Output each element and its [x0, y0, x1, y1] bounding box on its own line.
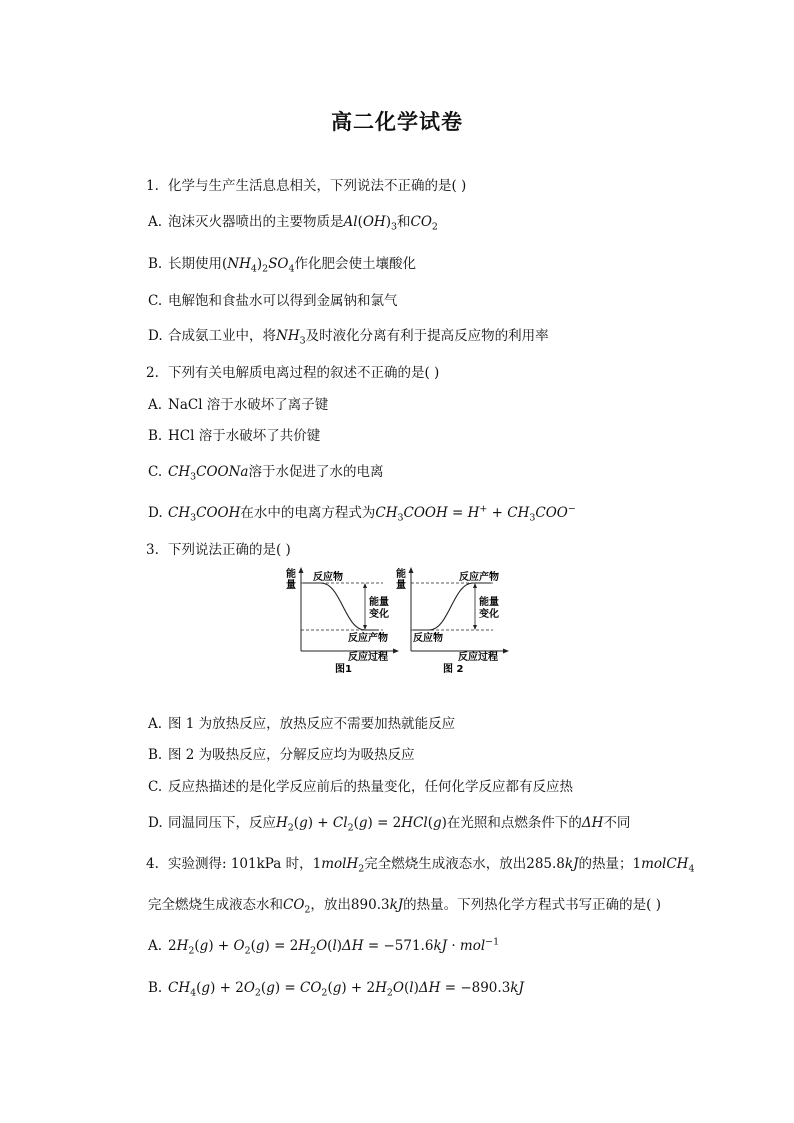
- question-2-option-d: D. $CH_3COOH$在水中的电离方程式为$CH_3COOH = H^+ + CH_3COO^-$: [148, 503, 576, 524]
- question-3-option-c: C. 反应热描述的是化学反应前后的热量变化，任何化学反应都有反应热: [148, 779, 573, 795]
- fig2-reactant-label: 反应物: [413, 633, 443, 644]
- question-1-stem: 1. 化学与生产生活息息相关，下列说法不正确的是( ): [146, 178, 467, 194]
- question-3-stem: 3. 下列说法正确的是( ): [146, 542, 291, 558]
- fig1-x-label: 反应过程: [348, 652, 388, 663]
- question-4-stem-line-1: 4. 实验测得: 101kPa 时，1molH$_2$完全燃烧生成液态水，放出285.8kJ的热量；1molCH$_4$: [146, 856, 695, 875]
- question-2-option-b: B. HCl 溶于水破坏了共价键: [148, 428, 321, 444]
- fig2-y-label: 能: [396, 569, 406, 580]
- figure-1-diagram: [286, 567, 399, 675]
- question-3-option-a: A. 图 1 为放热反应，放热反应不需要加热就能反应: [148, 716, 456, 732]
- question-3-option-b: B. 图 2 为吸热反应，分解反应均为吸热反应: [148, 747, 415, 763]
- question-1-option-c: C. 电解饱和食盐水可以得到金属钠和氯气: [148, 293, 398, 309]
- fig2-caption: 图 2: [443, 664, 464, 675]
- question-4-option-b: B. $CH_4(g) + 2O_2(g) = CO_2(g) + 2H_2O(l)\Delta H = -890.3kJ$: [148, 980, 524, 999]
- question-number: 2.: [146, 365, 159, 381]
- fig2-x-label: 反应过程: [458, 652, 498, 663]
- svg-text:量: 量: [396, 580, 406, 591]
- fig1-reactant-label: 反应物: [313, 572, 343, 583]
- question-1-option-a: A. 泡沫灭火器喷出的主要物质是$Al(OH)_3$和$CO_2$: [148, 214, 438, 233]
- question-4-stem-line-2: 完全燃烧生成液态水和$CO_2$，放出890.3kJ的热量。下列热化学方程式书写正确的是( ): [148, 897, 661, 916]
- fig1-caption: 图1: [335, 664, 352, 675]
- question-2-option-c: C. $CH_3COONa$溶于水促进了水的电离: [148, 464, 384, 483]
- fig1-product-label: 反应产物: [348, 633, 388, 644]
- svg-text:能量: 能量: [479, 597, 499, 608]
- question-2-option-a: A. NaCl 溶于水破坏了离子键: [148, 397, 329, 413]
- svg-text:量: 量: [286, 580, 296, 591]
- question-2-stem: 2. 下列有关电解质电离过程的叙述不正确的是( ): [146, 365, 440, 381]
- question-1-option-d: D. 合成氨工业中，将$NH_3$及时液化分离有利于提高反应物的利用率: [148, 328, 549, 347]
- svg-text:变化: 变化: [479, 609, 499, 620]
- page-title: 高二化学试卷: [331, 109, 463, 134]
- question-number: 1.: [146, 178, 159, 194]
- svg-text:变化: 变化: [369, 609, 389, 620]
- question-3-option-d: D. 同温同压下，反应$H_2(g) + Cl_2(g) = 2HCl(g)$在光照和点燃条件下的ΔH不同: [148, 815, 631, 834]
- question-number: 4.: [146, 856, 159, 872]
- question-number: 3.: [146, 542, 159, 558]
- question-4-option-a: A. $2H_2(g) + O_2(g) = 2H_2O(l)\Delta H = -571.6kJ \cdot mol^{-1}$: [148, 936, 500, 957]
- figure-2-diagram: [396, 567, 509, 675]
- fig2-product-label: 反应产物: [459, 572, 499, 583]
- question-1-option-b: B. 长期使用$(NH_4)_2SO_4$作化肥会使土壤酸化: [148, 256, 417, 275]
- svg-text:能量: 能量: [369, 597, 389, 608]
- fig1-y-label: 能: [286, 569, 296, 580]
- energy-diagram-figure: [283, 565, 513, 675]
